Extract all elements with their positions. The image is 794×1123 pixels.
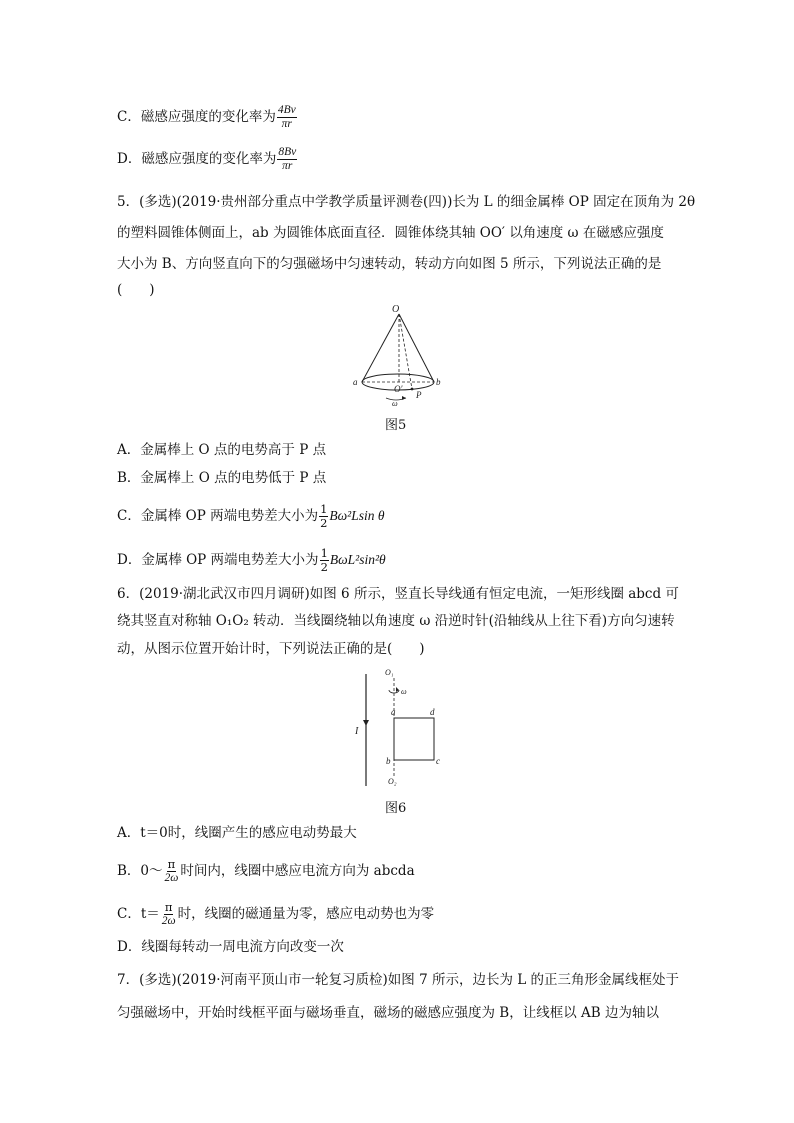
fig6-label-O1: O₁: [385, 668, 394, 677]
prev-option-d: D．磁感应强度的变化率为 $\frac{8Bv}{\pi r}$: [117, 146, 297, 172]
q6-stem-line2: 绕其竖直对称轴 O₁O₂ 转动．当线圈绕轴以角速度 ω 沿逆时针(沿轴线从上往下看)方向匀速转: [117, 613, 675, 629]
fig6-label-omega: ω: [401, 687, 407, 696]
q5-stem-line2: 的塑料圆锥体侧面上，ab 为圆锥体底面直径．圆锥体绕其轴 OO′ 以角速度 ω 在磁感应强度: [117, 225, 664, 241]
fig5-label-b: b: [436, 377, 441, 387]
figure-5-cone-diagram: [350, 298, 460, 408]
q5-answer-blank: ( ): [117, 282, 155, 298]
q5-option-d: D．金属棒 OP 两端电势差大小为 $\frac{1}{2}$ BωL²sin²θ: [117, 546, 386, 574]
q5-stem-line1: 5．(多选)(2019·贵州部分重点中学教学质量评测卷(四))长为 L 的细金属棒 OP 固定在顶角为 2θ: [117, 194, 696, 210]
figure-6-coil-diagram: [350, 664, 450, 788]
prev-option-c: C．磁感应强度的变化率为 $\frac{4Bv}{\pi r}$: [117, 104, 296, 130]
fig6-label-a: a: [391, 707, 396, 717]
q5-option-c: C．金属棒 OP 两端电势差大小为 $\frac{1}{2}$ Bω²Lsin θ: [117, 502, 385, 530]
fig6-label-b: b: [386, 756, 391, 766]
q6-stem-line3: 动，从图示位置开始计时，下列说法正确的是( ): [117, 641, 425, 657]
fig5-label-O-prime: O′: [394, 384, 403, 394]
fig6-label-c: c: [436, 756, 440, 766]
fig5-label-P: P: [416, 390, 422, 400]
fig6-label-d: d: [430, 707, 435, 717]
q5-stem-line3: 大小为 B、方向竖直向下的匀强磁场中匀速转动，转动方向如图 5 所示，下列说法正确的是: [117, 256, 662, 272]
q6-option-b: B．0～ $\frac{\pi}{2\omega}$ 时间内，线圈中感应电流方向为 abcda: [117, 857, 415, 884]
q7-stem-line2: 匀强磁场中，开始时线框平面与磁场垂直，磁场的磁感应强度为 B，让线框以 AB 边为轴以: [117, 1005, 659, 1021]
fig5-label-omega: ω: [392, 399, 398, 408]
fig6-label-O2: O₂: [388, 777, 397, 786]
q6-option-d: D．线圈每转动一周电流方向改变一次: [117, 939, 344, 955]
q5-option-a: A．金属棒上 O 点的电势高于 P 点: [117, 442, 327, 458]
fig5-label-O: O: [392, 304, 400, 315]
q6-option-a: A．t＝0时，线圈产生的感应电动势最大: [117, 825, 357, 841]
q7-stem-line1: 7．(多选)(2019·河南平顶山市一轮复习质检)如图 7 所示，边长为 L 的正三角形金属线框处于: [117, 972, 680, 988]
q5-option-b: B．金属棒上 O 点的电势低于 P 点: [117, 470, 327, 486]
fig5-label-a: a: [353, 377, 358, 387]
q6-option-c: C．t＝ $\frac{\pi}{2\omega}$ 时，线圈的磁通量为零，感应电动势也为零: [117, 900, 435, 927]
figure-6-caption: 图6: [385, 801, 407, 816]
figure-5-caption: 图5: [385, 418, 407, 433]
q6-stem-line1: 6．(2019·湖北武汉市四月调研)如图 6 所示，竖直长导线通有恒定电流，一矩形线圈 abcd 可: [117, 586, 679, 602]
fig6-label-I: I: [355, 726, 359, 737]
